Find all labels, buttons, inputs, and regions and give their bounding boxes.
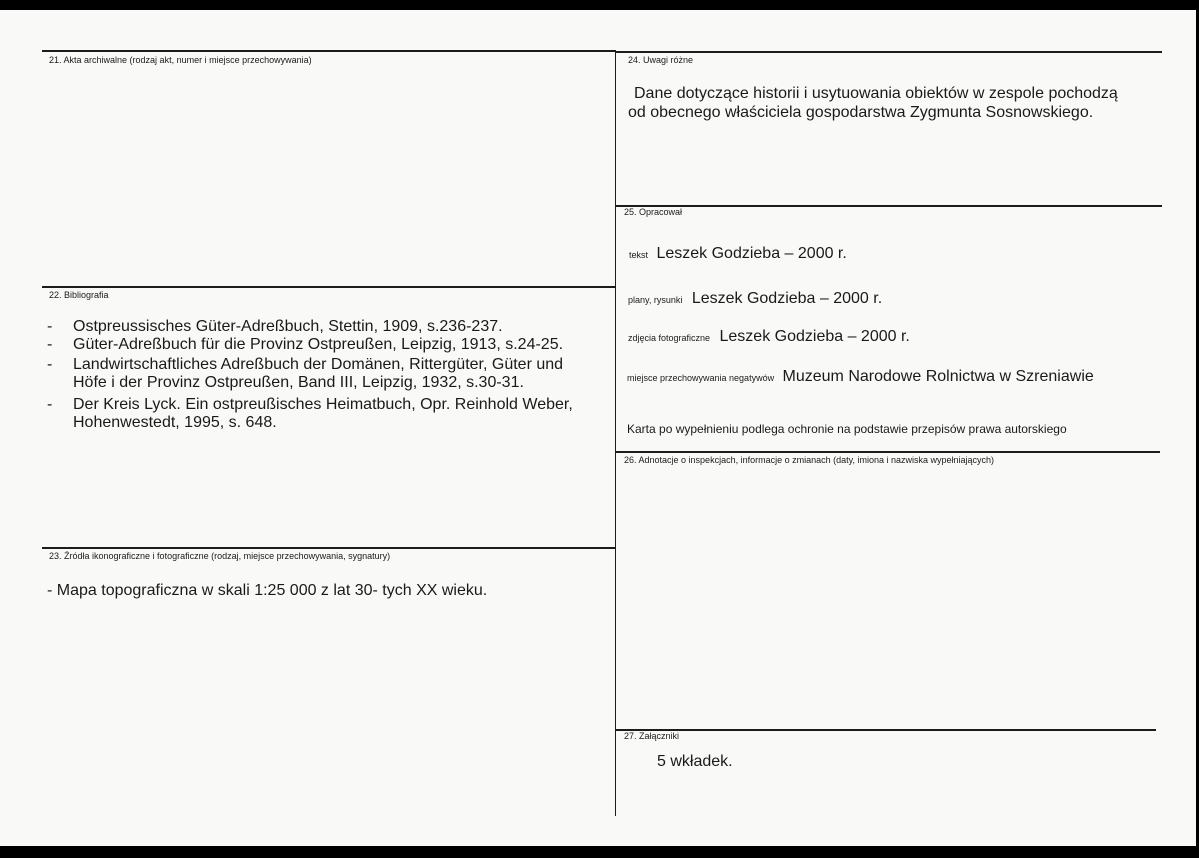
rule-21 [42, 50, 616, 52]
zdjecia-label: zdjęcia fotograficzne [628, 333, 711, 343]
list-marker: - [47, 356, 53, 373]
section-27-label: 27. Załączniki [624, 731, 680, 741]
section-24-label: 24. Uwagi różne [628, 55, 694, 65]
section-21-label: 21. Akta archiwalne (rodzaj akt, numer i miejsce przechowywania) [49, 55, 312, 65]
list-marker: - [47, 336, 53, 353]
bibliography-line: Der Kreis Lyck. Ein ostpreußisches Heimatbuch, Opr. Reinhold Weber, [73, 396, 573, 413]
rule-27 [616, 729, 1156, 731]
section-24-line-1: Dane dotyczące historii i usytuowania obiektów w zespole pochodzą [634, 85, 1118, 102]
section-22-label: 22. Bibliografia [49, 290, 109, 300]
plany-row [628, 290, 882, 309]
rule-23 [42, 547, 616, 549]
miejsce-row [627, 368, 1094, 387]
tekst-row [629, 245, 847, 264]
miejsce-value: Muzeum Narodowe Rolnictwa w Szreniawie [782, 368, 1094, 385]
list-marker: - [47, 396, 53, 413]
bibliography-line: Güter-Adreßbuch für die Provinz Ostpreußen, Leipzig, 1913, s.24-25. [73, 336, 564, 353]
document-sheet [0, 10, 1196, 846]
section-26-label: 26. Adnotacje o inspekcjach, informacje o zmianach (daty, imiona i nazwiska wypełniających) [624, 455, 995, 465]
rule-22 [42, 286, 616, 288]
rule-24 [616, 51, 1162, 53]
section-24-line-2: od obecnego właściciela gospodarstwa Zygmunta Sosnowskiego. [628, 104, 1094, 121]
bibliography-line: Landwirtschaftliches Adreßbuch der Domänen, Rittergüter, Güter und [73, 356, 564, 373]
plany-value: Leszek Godzieba – 2000 r. [691, 290, 883, 307]
zdjecia-value: Leszek Godzieba – 2000 r. [719, 328, 910, 345]
section-23-label: 23. Źródła ikonograficzne i fotograficzne (rodzaj, miejsce przechowywania, sygnatury) [49, 551, 391, 561]
zdjecia-row [628, 328, 910, 347]
section-23-text: - Mapa topograficzna w skali 1:25 000 z lat 30- tych XX wieku. [47, 582, 488, 599]
tekst-value: Leszek Godzieba – 2000 r. [656, 245, 847, 262]
rule-26 [616, 451, 1160, 453]
section-25-label: 25. Opracował [624, 207, 683, 217]
tekst-label: tekst [629, 250, 649, 260]
miejsce-label: miejsce przechowywania negatywów [627, 373, 775, 383]
section-27-text: 5 wkładek. [657, 753, 733, 770]
bibliography-line: Ostpreussisches Güter-Adreßbuch, Stettin, 1909, s.236-237. [73, 318, 503, 335]
copyright-note: Karta po wypełnieniu podlega ochronie na podstawie przepisów prawa autorskiego [627, 422, 1067, 436]
bibliography-line: Hohenwestedt, 1995, s. 648. [73, 414, 277, 431]
bibliography-line: Höfe i der Provinz Ostpreußen, Band III, Leipzig, 1932, s.30-31. [73, 374, 524, 391]
list-marker: - [47, 318, 53, 335]
column-divider [615, 50, 616, 816]
plany-label: plany, rysunki [628, 295, 683, 305]
rule-25 [616, 205, 1162, 207]
